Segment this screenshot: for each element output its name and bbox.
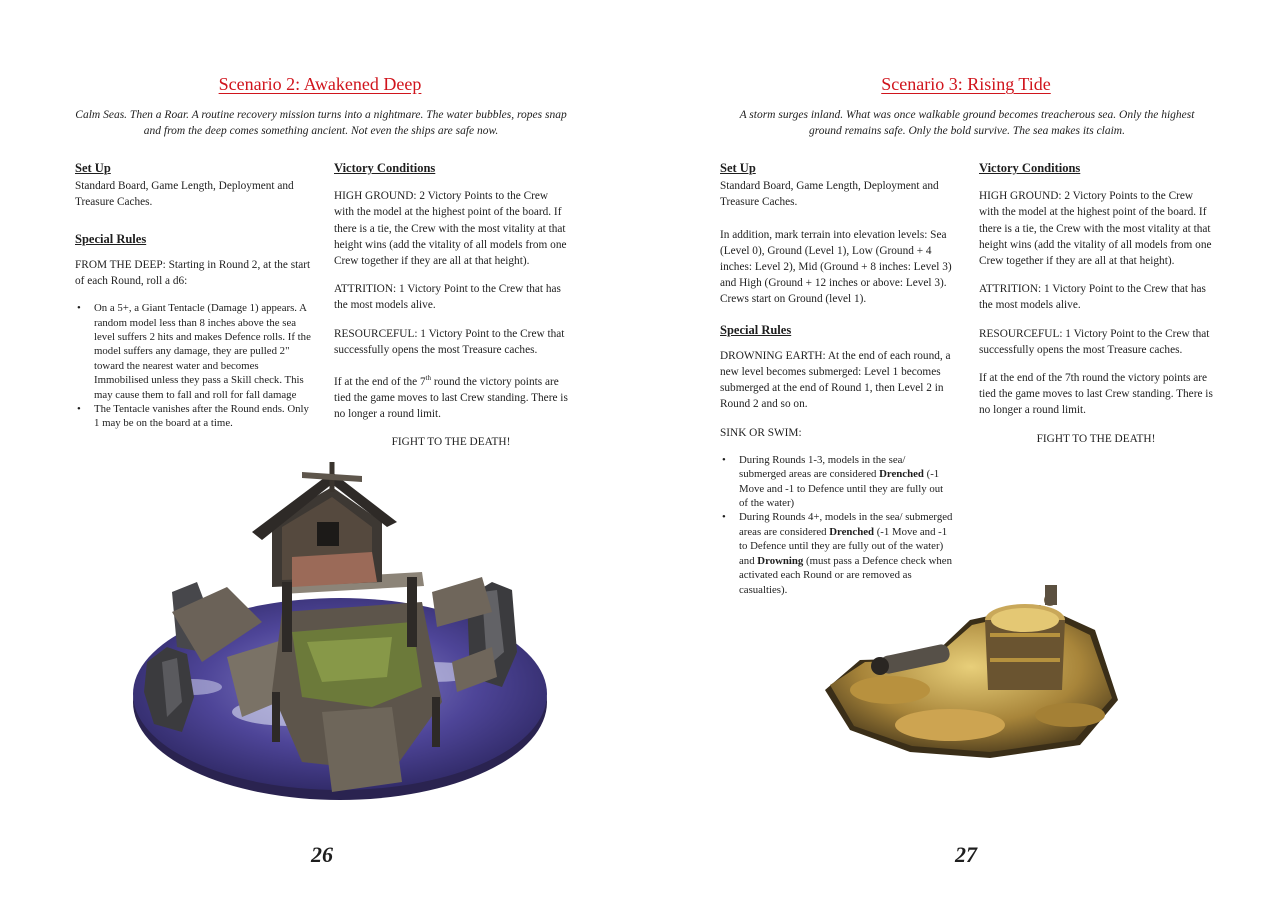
- keyword-drowning: Drowning: [757, 554, 804, 567]
- list-item: • On a 5+, a Giant Tentacle (Damage 1) appears. A random model less than 8 inches above the sea level suffers 2 hits and makes Defence rolls. If the model suffers any damage, they are pulled 2" toward the nearest water and becomes Immobilised unless they pass a Skill check. This may cause them to fall and roll for fall damage: [75, 301, 311, 402]
- keyword-drenched: Drenched: [879, 468, 924, 481]
- list-text: (must pass a Defence check when activated each Round or are removed as casualties).: [739, 554, 952, 596]
- page-number: 27: [955, 842, 977, 867]
- victory-column: [334, 160, 568, 451]
- superscript: th: [425, 374, 432, 383]
- victory-high-ground: HIGH GROUND: 2 Victory Points to the Crew with the model at the highest point of the board. If there is a tie, the Crew with the most vitality at that height wins (add the vitality of all models from one Crew together if they are all at that height).: [334, 190, 567, 268]
- victory-resourceful: RESOURCEFUL: 1 Victory Point to the Crew that successfully opens the most Treasure caches.: [979, 327, 1210, 356]
- scenario-intro: Calm Seas. Then a Roar. A routine recovery mission turns into a nightmare. The water bubbles, ropes snap and from the deep comes something ancient. Not even the ships are safe now.: [75, 109, 567, 137]
- pier-shack-miniature-image: [132, 462, 552, 817]
- victory-heading: Victory Conditions: [979, 161, 1081, 175]
- setup-text: Standard Board, Game Length, Deployment and Treasure Caches.: [720, 180, 939, 209]
- victory-end-text: If at the end of the 7: [334, 375, 426, 388]
- keyword-drenched: Drenched: [829, 525, 875, 538]
- scenario-title: Scenario 2: Awakened Deep: [218, 74, 422, 94]
- setup-heading: Set Up: [75, 161, 111, 175]
- fight-text: FIGHT TO THE DEATH!: [1036, 432, 1156, 445]
- fight-text: FIGHT TO THE DEATH!: [391, 436, 511, 449]
- treasure-pile-miniature-image: [820, 580, 1120, 770]
- victory-heading: Victory Conditions: [334, 161, 436, 175]
- list-text: (-1 Move and -1 to Defence until they are fully out of the water): [739, 468, 944, 510]
- list-text: (-1 Move and -1 to Defence until they are fully out of the water) and: [739, 525, 948, 567]
- drowning-earth-text: DROWNING EARTH: At the end of each round, a new level becomes submerged: Level 1 becomes submerged at the end of Round 1, then Level 2 in Round 2 and so on.: [720, 349, 951, 411]
- special-rules-heading: Special Rules: [75, 231, 147, 246]
- list-item: [720, 453, 954, 511]
- victory-attrition: ATTRITION: 1 Victory Point to the Crew that has the most models alive.: [979, 283, 1206, 312]
- special-rules-text: FROM THE DEEP: Starting in Round 2, at the start of each Round, roll a d6:: [75, 258, 311, 288]
- scenario-title: Scenario 3: Rising Tide: [881, 74, 1051, 94]
- setup-extra-text: In addition, mark terrain into elevation levels: Sea (Level 0), Ground (Level 1), Low (Ground + 4 inches: Level 2), Mid (Ground + 8 inches: Level 3) and High (Ground + 12 inches or above: Level 3). Crews start on Ground (level 1).: [720, 228, 952, 306]
- setup-heading: Set Up: [720, 161, 756, 175]
- setup-column: [720, 160, 954, 597]
- setup-column: [75, 160, 311, 431]
- victory-end-rule: If at the end of the 7th round the victory points are tied the game moves to last Crew standing. There is no longer a round limit.: [979, 372, 1213, 417]
- victory-column: [979, 160, 1213, 447]
- setup-text: Standard Board, Game Length, Deployment and Treasure Caches.: [75, 180, 294, 209]
- victory-high-ground: HIGH GROUND: 2 Victory Points to the Crew with the model at the highest point of the board. If there is a tie, the Crew with the most vitality at that height wins (add the vitality of all models from one Crew together if they are all at that height).: [979, 190, 1212, 268]
- special-rules-heading: Special Rules: [720, 322, 792, 337]
- victory-end-text: round the victory points are tied the game moves to last Crew standing. There is no longer a round limit.: [334, 375, 568, 421]
- list-text: During Rounds 4+, models in the sea/ submerged areas are considered: [739, 511, 953, 538]
- scenario-intro: A storm surges inland. What was once walkable ground becomes treacherous sea. Only the highest ground remains safe. Only the bold survive. The sea makes its claim.: [739, 109, 1195, 137]
- sink-or-swim-list: [720, 453, 954, 597]
- victory-resourceful: RESOURCEFUL: 1 Victory Point to the Crew that successfully opens the most Treasure caches.: [334, 327, 565, 356]
- sink-or-swim-text: SINK OR SWIM:: [720, 426, 802, 439]
- list-text: During Rounds 1-3, models in the sea/ submerged areas are considered: [739, 453, 906, 481]
- page-number: 26: [311, 842, 333, 867]
- victory-end-rule: [334, 370, 568, 422]
- list-item: • The Tentacle vanishes after the Round ends. Only 1 may be on the board at a time.: [75, 402, 311, 431]
- special-rules-list: [75, 301, 311, 431]
- victory-attrition: ATTRITION: 1 Victory Point to the Crew that has the most models alive.: [334, 283, 561, 312]
- right-page: [644, 0, 1288, 912]
